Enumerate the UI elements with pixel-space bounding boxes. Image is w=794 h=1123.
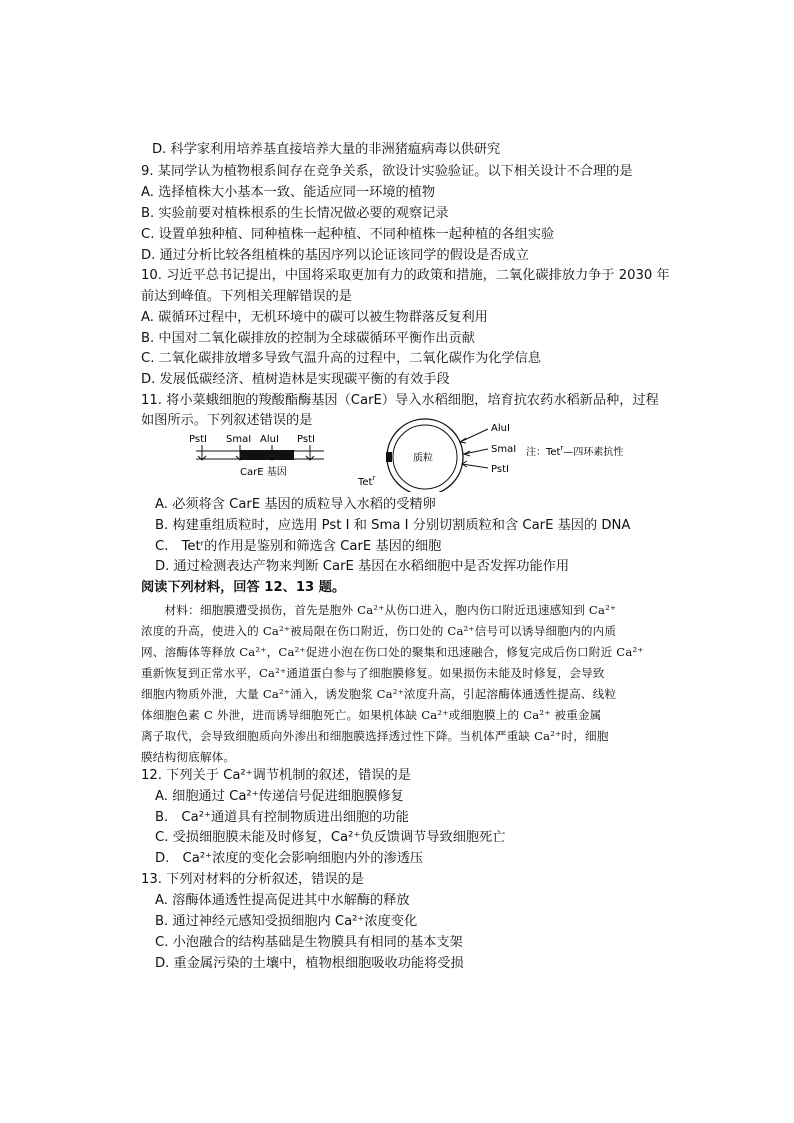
plasmid-site-label: SmaI	[491, 444, 517, 455]
q9-option-d: D. 通过分析比较各组植株的基因序列以论证该同学的假设是否成立	[141, 248, 529, 263]
q12-option-c: C. 受损细胞膜未能及时修复，Ca²⁺负反馈调节导致细胞死亡	[155, 830, 506, 845]
q11-stem-line2: 如图所示。下列叙述错误的是	[141, 413, 313, 428]
tet-gene-block	[386, 452, 392, 462]
q9-option-c: C. 设置单独种植、同种植株一起种植、不同种植株一起种植的各组实验	[141, 227, 555, 242]
tet-label: Tet$^r$	[358, 474, 376, 488]
material-line: 细胞内物质外泄，大量 Ca²⁺涌入，诱发胞浆 Ca²⁺浓度升高，引起溶酶体通透性提高、线粒	[141, 687, 617, 701]
q11-diagram	[180, 412, 680, 492]
q12-stem: 12. 下列关于 Ca²⁺调节机制的叙述，错误的是	[141, 768, 411, 783]
q13-stem: 13. 下列对材料的分析叙述，错误的是	[141, 872, 364, 887]
material-line: 膜结构彻底解体。	[141, 750, 236, 764]
q13-option-c: C. 小泡融合的结构基础是生物膜具有相同的基本支架	[155, 935, 463, 950]
q10-stem-line1: 10. 习近平总书记提出，中国将采取更加有力的政策和措施，二氧化碳排放力争于 2030 年	[141, 268, 670, 283]
material-line: 体细胞色素 C 外泄，进而诱导细胞死亡。如果机体缺 Ca²⁺或细胞膜上的 Ca²⁺ 被重金属	[141, 708, 602, 722]
gene-dna-segment	[196, 450, 324, 460]
plasmid-site-label: AluI	[491, 423, 510, 434]
gene-site-label: SmaI	[226, 434, 252, 445]
gene-site-label: AluI	[260, 434, 279, 445]
q11-stem-line1: 11. 将小菜蛾细胞的羧酸酯酶基因（CarE）导入水稻细胞，培育抗农药水稻新品种，过程	[141, 393, 659, 408]
reading-heading: 阅读下列材料，回答 12、13 题。	[141, 580, 346, 595]
q12-option-a: A. 细胞通过 Ca²⁺传递信号促进细胞膜修复	[155, 789, 404, 804]
material-line: 浓度的升高，使进入的 Ca²⁺被局限在伤口附近，伤口处的 Ca²⁺信号可以诱导细胞内的内质	[141, 624, 617, 638]
care-gene-block	[240, 450, 294, 460]
gene-site-label: PstI	[297, 434, 315, 445]
q10-option-a: A. 碳循环过程中，无机环境中的碳可以被生物群落反复利用	[141, 310, 488, 325]
q11-option-c: C. Tetʳ的作用是鉴别和筛选含 CarE 基因的细胞	[155, 539, 442, 554]
plasmid-site-arrows	[460, 429, 488, 468]
q11-option-a: A. 必须将含 CarE 基因的质粒导入水稻的受精卵	[155, 497, 436, 512]
q11-option-d: D. 通过检测表达产物来判断 CarE 基因在水稻细胞中是否发挥功能作用	[155, 559, 570, 574]
q13-option-a: A. 溶酶体通透性提高促进其中水解酶的释放	[155, 893, 410, 908]
material-line: 材料：细胞膜遭受损伤，首先是胞外 Ca²⁺从伤口进入，胞内伤口附近迅速感知到 Ca²⁺	[141, 603, 617, 617]
q10-option-c: C. 二氧化碳排放增多导致气温升高的过程中，二氧化碳作为化学信息	[141, 351, 542, 366]
diagram-note: 注：Tet$^r$—四环素抗性	[526, 444, 624, 458]
q13-option-b: B. 通过神经元感知受损细胞内 Ca²⁺浓度变化	[155, 914, 418, 929]
material-line: 网、溶酶体等释放 Ca²⁺，Ca²⁺促进小泡在伤口处的聚集和迅速融合，修复完成后伤口附近 Ca²⁺	[141, 645, 644, 659]
q8-option-d: D. 科学家利用培养基直接培养大量的非洲猪瘟病毒以供研究	[152, 142, 501, 157]
gene-site-label: PstI	[189, 434, 207, 445]
q11-option-b: B. 构建重组质粒时，应选用 Pst I 和 Sma I 分别切割质粒和含 CarE 基因的 DNA	[155, 518, 631, 533]
q10-option-d: D. 发展低碳经济、植树造林是实现碳平衡的有效手段	[141, 372, 450, 387]
gene-label: CarE 基因	[240, 467, 287, 478]
q13-option-d: D. 重金属污染的土壤中，植物根细胞吸收功能将受损	[155, 956, 464, 971]
material-line: 离子取代，会导致细胞质向外渗出和细胞膜选择透过性下降。当机体严重缺 Ca²⁺时，细胞	[141, 729, 609, 743]
plasmid-label: 质粒	[413, 453, 433, 464]
q10-stem-line2: 前达到峰值。下列相关理解错误的是	[141, 289, 352, 304]
q9-option-a: A. 选择植株大小基本一致、能适应同一环境的植物	[141, 185, 436, 200]
q10-option-b: B. 中国对二氧化碳排放的控制为全球碳循环平衡作出贡献	[141, 331, 475, 346]
q12-option-b: B. Ca²⁺通道具有控制物质进出细胞的功能	[155, 810, 409, 825]
q9-option-b: B. 实验前要对植株根系的生长情况做必要的观察记录	[141, 206, 449, 221]
q12-option-d: D. Ca²⁺浓度的变化会影响细胞内外的渗透压	[155, 851, 424, 866]
material-line: 重新恢复到正常水平，Ca²⁺通道蛋白参与了细胞膜修复。如果损伤未能及时修复，会导致	[141, 666, 605, 680]
q9-stem: 9. 某同学认为植物根系间存在竞争关系，欲设计实验验证。以下相关设计不合理的是	[141, 164, 633, 179]
plasmid-site-label: PstI	[491, 464, 509, 475]
